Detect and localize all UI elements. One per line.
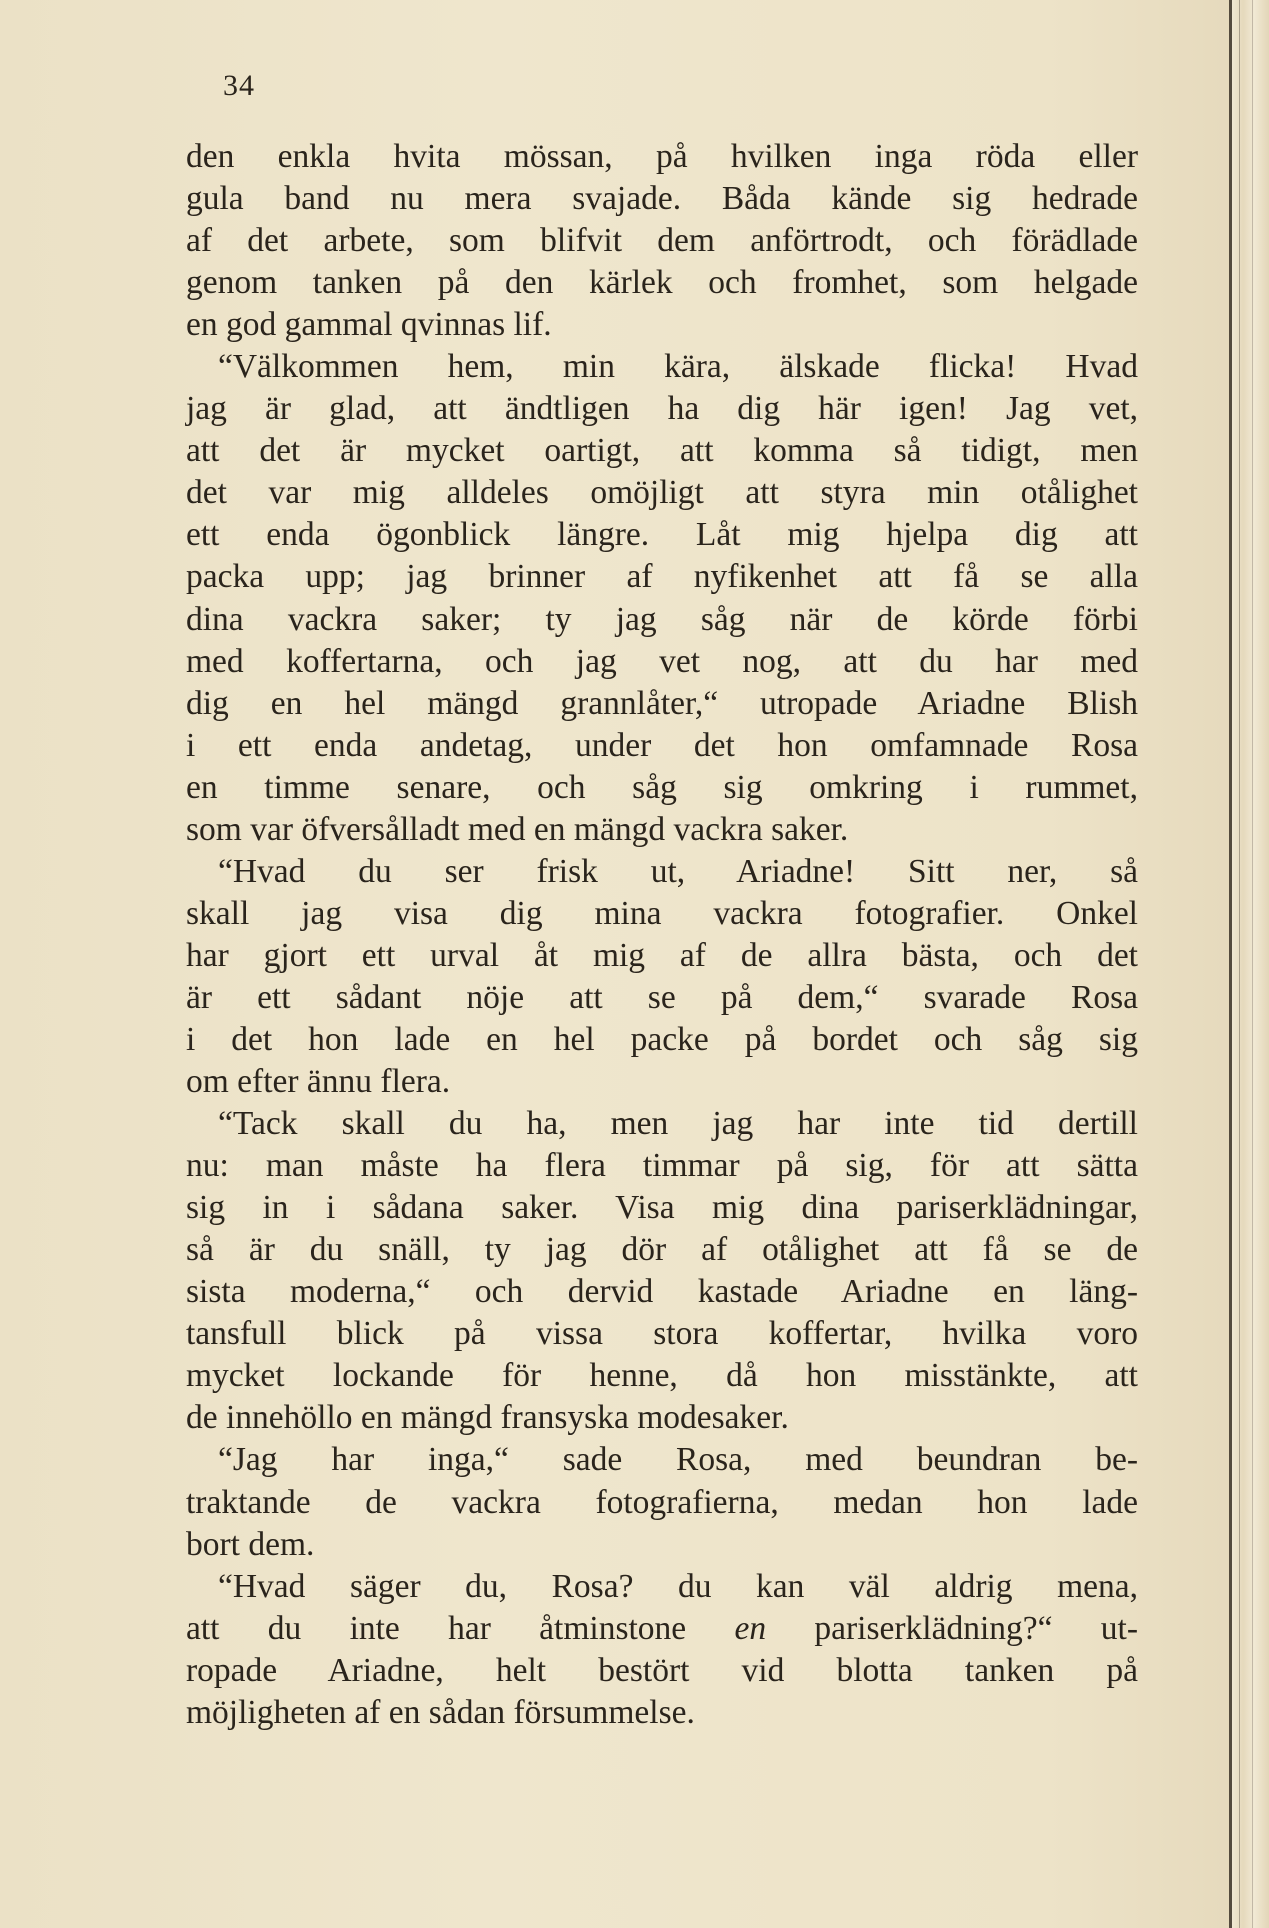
binding-edge-line [1229, 0, 1232, 1928]
binding-edge-line [1252, 0, 1253, 1928]
text-line: ett enda ögonblick längre. Låt mig hjelpa dig att [186, 516, 1138, 554]
text-line: att det är mycket oartigt, att komma så tidigt, men [186, 432, 1138, 470]
text-line: en timme senare, och såg sig omkring i rummet, [186, 768, 1138, 806]
text-line: sista moderna,“ och dervid kastade Ariadne en läng- [186, 1273, 1138, 1311]
text-line: gula band nu mera svajade. Båda kände sig hedrade [186, 180, 1138, 218]
text-line: “Hvad du ser frisk ut, Ariadne! Sitt ner, så [218, 852, 1138, 890]
text-line: af det arbete, som blifvit dem anförtrodt, och förädlade [186, 222, 1138, 260]
page-text [186, 136, 1138, 1734]
text-line: är ett sådant nöje att se på dem,“ svarade Rosa [186, 978, 1138, 1016]
text-line: i det hon lade en hel packe på bordet och såg sig [186, 1020, 1138, 1058]
text-line: nu: man måste ha flera timmar på sig, för att sätta [186, 1147, 1138, 1185]
text-line: det var mig alldeles omöjligt att styra min otålighet [186, 474, 1138, 512]
binding-edge-line [1239, 0, 1240, 1928]
text-line: genom tanken på den kärlek och fromhet, som helgade [186, 264, 1138, 302]
text-line: den enkla hvita mössan, på hvilken inga röda eller [186, 138, 1138, 175]
text-line: att du inte har åtminstone en pariserklädning?“ ut- [186, 1609, 1139, 1647]
text-line: packa upp; jag brinner af nyfikenhet att få se alla [186, 558, 1138, 596]
page-number: 34 [223, 69, 255, 102]
text-line: “Välkommen hem, min kära, älskade flicka! Hvad [218, 348, 1138, 386]
text-line: mycket lockande för henne, då hon misstänkte, att [186, 1357, 1138, 1395]
text-line: möjligheten af en sådan försummelse. [186, 1693, 695, 1731]
text-line: med koffertarna, och jag vet nog, att du har med [186, 642, 1138, 680]
text-line: de innehöllo en mängd fransyska modesaker. [186, 1399, 789, 1437]
text-line: dina vackra saker; ty jag såg när de körde förbi [186, 600, 1138, 638]
text-line: som var öfversålladt med en mängd vackra saker. [186, 810, 849, 848]
text-line: dig en hel mängd grannlåter,“ utropade Ariadne Blish [186, 684, 1138, 722]
text-line: ropade Ariadne, helt bestört vid blotta tanken på [186, 1651, 1138, 1689]
text-line: tansfull blick på vissa stora koffertar, hvilka voro [186, 1315, 1138, 1353]
text-line: i ett enda andetag, under det hon omfamnade Rosa [186, 726, 1138, 764]
text-line: jag är glad, att ändtligen ha dig här igen! Jag vet, [186, 390, 1138, 428]
text-line: “Tack skall du ha, men jag har inte tid dertill [218, 1105, 1138, 1143]
page-edge [1232, 0, 1269, 1928]
text-line: en god gammal qvinnas lif. [186, 306, 552, 344]
text-line: “Jag har inga,“ sade Rosa, med beundran be- [218, 1441, 1138, 1479]
text-line: skall jag visa dig mina vackra fotografier. Onkel [186, 894, 1138, 932]
text-line: traktande de vackra fotografierna, medan hon lade [186, 1483, 1138, 1521]
text-line: sig in i sådana saker. Visa mig dina pariserklädningar, [186, 1189, 1138, 1227]
text-line: så är du snäll, ty jag dör af otålighet att få se de [186, 1231, 1138, 1269]
text-line: om efter ännu flera. [186, 1063, 451, 1101]
text-line: “Hvad säger du, Rosa? du kan väl aldrig mena, [218, 1567, 1138, 1605]
text-line: bort dem. [186, 1525, 315, 1563]
text-line: har gjort ett urval åt mig af de allra bästa, och det [186, 936, 1138, 974]
